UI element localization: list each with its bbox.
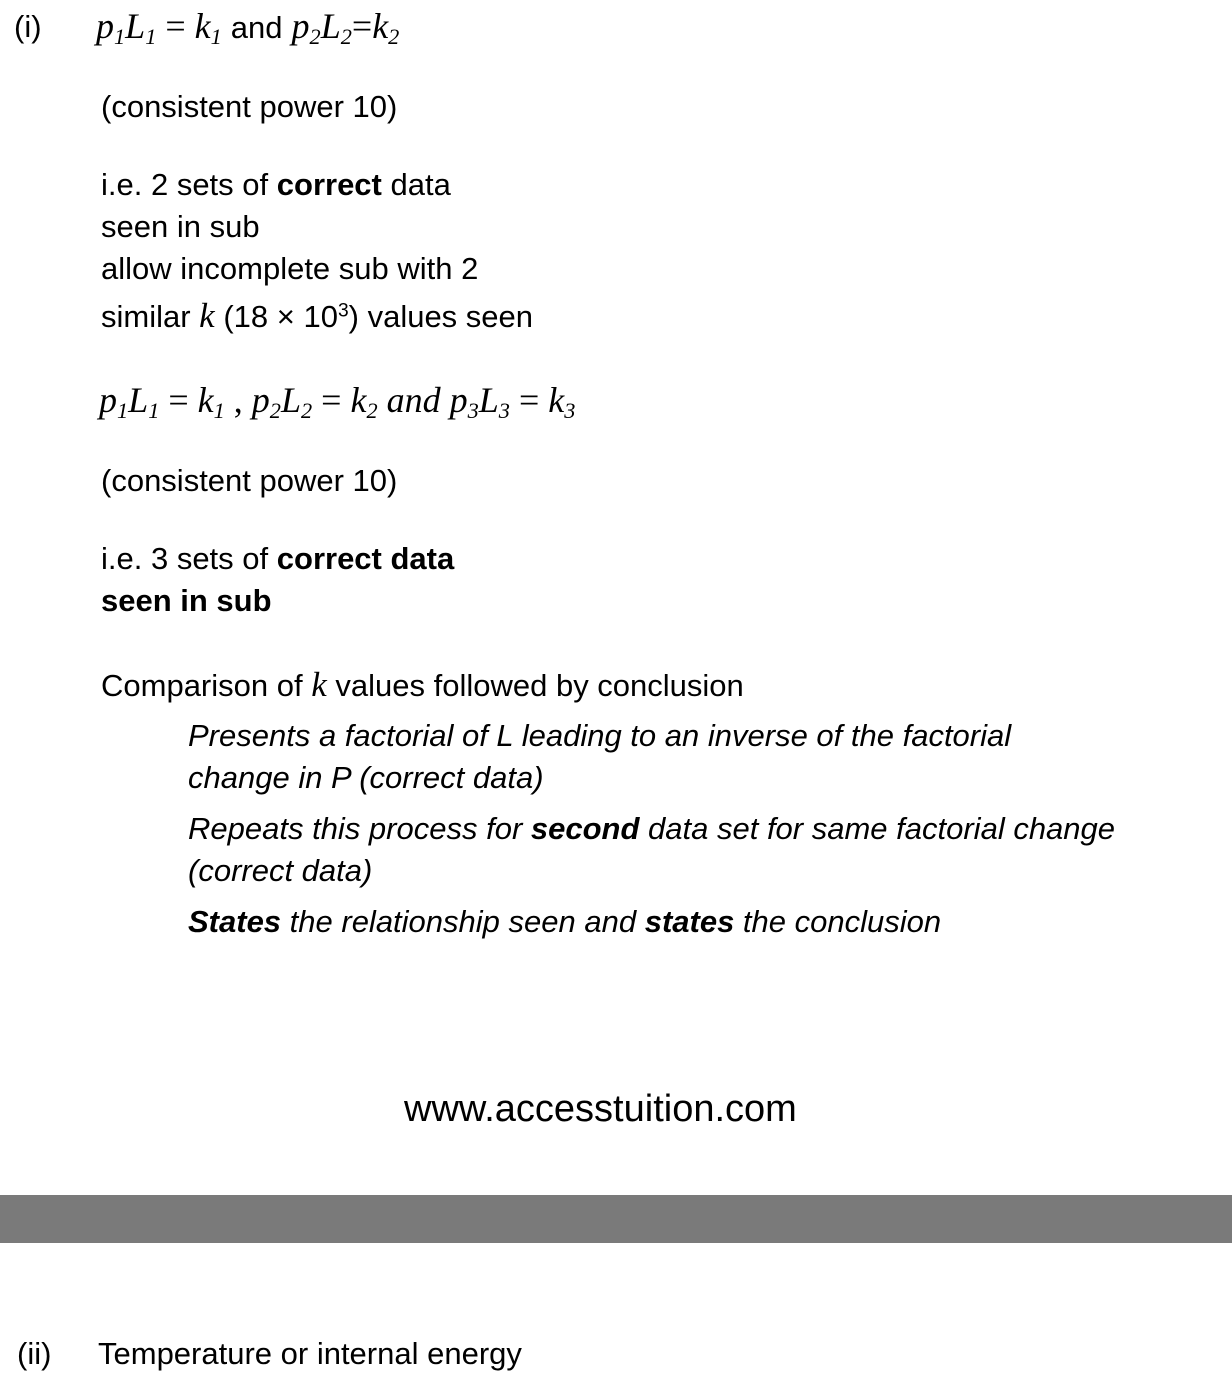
equation-2: $p_1L_1 = k_1$ , $p_2L_2 = k_2$ and $p_3L_3 = k_3$	[99, 380, 576, 424]
block2-line2: seen in sub	[101, 583, 272, 618]
block2-line1: i.e. 3 sets of correct data	[101, 541, 455, 576]
criterion-2-line2: (correct data)	[188, 853, 373, 888]
part-ii-label: (ii)	[17, 1336, 52, 1371]
part-ii-answer: Temperature or internal energy	[98, 1336, 522, 1371]
page-separator-band	[0, 1195, 1232, 1243]
criterion-3: States the relationship seen and states the conclusion	[188, 904, 942, 939]
equation-1: $p_1L_1 = k_1$ and $p_2L_2=k_2$	[96, 6, 400, 50]
criterion-1-line2: change in P (correct data)	[188, 760, 544, 795]
block1-line3: allow incomplete sub with 2	[101, 251, 479, 286]
note-consistent-power-2: (consistent power 10)	[101, 463, 398, 498]
block1-line1: i.e. 2 sets of correct data	[101, 167, 451, 202]
block1-line2: seen in sub	[101, 209, 260, 244]
note-consistent-power-1: (consistent power 10)	[101, 89, 398, 124]
block1-line4: similar k $(18 \times 10^3)$ values seen	[101, 296, 534, 335]
footer-url: www.accesstuition.com	[404, 1088, 797, 1130]
criterion-2-line1: Repeats this process for second data set for same factorial change	[188, 811, 1116, 846]
criterion-1-line1: Presents a factorial of L leading to an inverse of the factorial	[188, 718, 1012, 753]
part-i-label: (i)	[14, 9, 42, 44]
comparison-line: Comparison of k values followed by conclusion	[101, 665, 744, 704]
